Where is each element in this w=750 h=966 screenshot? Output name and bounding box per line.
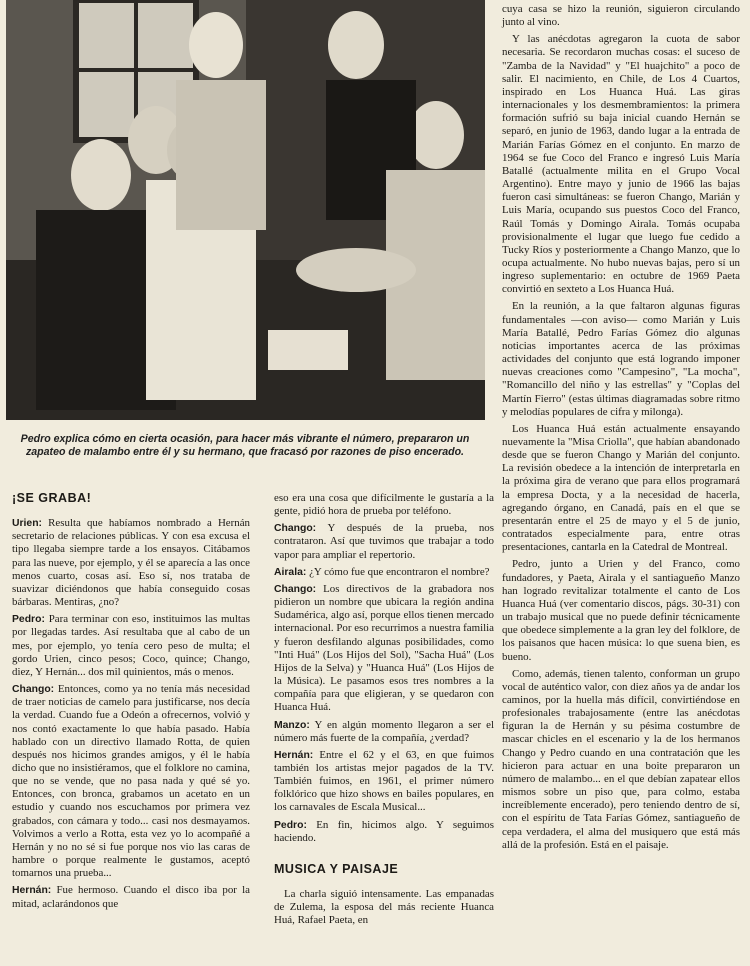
speaker: Hernán:: [274, 749, 314, 761]
dialogue-paragraph: [12, 613, 250, 679]
paragraph-text: Y después de la prueba, nos contrataron. Así que tuvimos que trabajar a todo vapor para ampliar el repertorio.: [274, 522, 494, 561]
group-photo: [6, 0, 485, 420]
paragraph-text: Entonces, como ya no tenía más necesidad de traer noticias de camelo para justificarse, nos decía la verdad. Cuando fue a Odeón a ofrecernos, volvió y nos contó exactamente lo que había pasado. Había hablado con un directivo llamado Rotta, de quien después nos hicimos grandes amigos, y él le había dicho que no insistiéramos, que el folklore no camina, que no se vende, que no pasa nada y qué sé yo. Entonces, con bronca, grabamos un acetato en un estudio y cuando nos escuchamos por primera vez grabados, con cámara y todo... casi nos desmayamos. Volvimos a verlo a Rotta, esta vez yo lo acompañé a Hernán y no no sé si fue porque nos vio las caras de hambre o porque realmente le gustamos, aceptó tomarnos una prueba...: [12, 683, 250, 880]
dialogue-paragraph: [12, 884, 250, 910]
paragraph-text: Y en algún momento llegaron a ser el número más fuerte de la compañía, ¿verdad?: [274, 718, 494, 744]
dialogue-paragraph: [274, 566, 494, 579]
dialogue-paragraph: [12, 517, 250, 609]
section-heading-music: MUSICA Y PAISAJE: [274, 862, 399, 876]
body-paragraph: Los Huanca Huá están actualmente ensayando nuevamente la "Misa Criolla", que habían abandonado desde que se fueron Chango y Marián del conjunto. La revisión obedece a la intención de interpretarla en la próxima gira de verano que para ellos programará la empresa Docta, y a la necesidad de hacerla, agregando órgano, en Canadá, país en el que se presentarán entre el 25 de mayo y el 5 de junio, contratados especialmente para, entre otras presentaciones, cantarla en la Catedral de Montreal.: [502, 422, 740, 554]
dialogue-paragraph: [12, 683, 250, 880]
paragraph-text: ¿Y cómo fue que encontraron el nombre?: [309, 565, 490, 578]
paragraph-text: En fin, hicimos algo. Y seguimos haciendo.: [274, 818, 494, 844]
dialogue-paragraph: [274, 819, 494, 845]
column-right: [502, 3, 740, 856]
photo-caption: Pedro explica cómo en cierta ocasión, para hacer más vibrante el número, prepararon un zapateo de malambo entre él y su hermano, que fracasó por razones de piso encerado.: [20, 433, 470, 458]
paragraph-text: Para terminar con eso, instituimos las multas por llegadas tardes. Así resultaba que al cabo de un mes, por ejemplo, yo tenía cero peso de multa; el gordo Urien, cinco pesos; Coco, quince; Chango, diez, Y Hernán... dos mil quinientos, más o menos.: [12, 613, 250, 678]
body-paragraph: Como, además, tienen talento, conforman un grupo vocal de auténtico valor, con diez años ya de andar los caminos, por la huella más difícil, convirtiéndose en profesionales trabajosamente (entre las anécdotas figuran la de Hernán y su pésima costumbre de mascar chicles en el escenario y la de los hermanos Chango y Pedro cuando en una contratación que les hicieron para actuar en una boite prepararon un número de malambo... en el que debían zapatear ellos mismos sobre un piso que, para colmo, estaba increíblemente encerado), pero teniendo dentro de sí, con el espíritu de Tata Farías Gómez, santiagueño de cepa verdadera, el alma del musiquero que está más allá de la profesión. Está en el paisaje.: [502, 667, 740, 851]
speaker: Chango:: [274, 583, 317, 595]
speaker: Chango:: [12, 684, 55, 696]
column-middle-bottom: [274, 888, 494, 931]
section-heading: ¡SE GRABA!: [12, 491, 92, 505]
paragraph-text: Resulta que habíamos nombrado a Hernán secretario de relaciones públicas. Y con esa excusa el tipo llegaba siempre tarde a los ensayos. Citábamos para las nueve, por ejemplo, y él se aparecía a las once menos cuarto, cosas así. Eso sí, nos trataba de suavizar diciéndonos que había conseguido cosas bárbaras. Mentiras, ¿no?: [12, 517, 250, 609]
column-middle: [274, 492, 494, 849]
paragraph-text: eso era una cosa que difícilmente le gustaría a la gente, pidió hora de prueba por teléfono.: [274, 492, 494, 518]
dialogue-paragraph: [274, 719, 494, 745]
paragraph-text: Los directivos de la grabadora nos pidieron un nombre que ubicara la región andina Sudamérica, algo así, porque ellos tienen mercado internacional. Por eso recurrimos a nuestra familia y fueron desfilando algunas posibilidades, como "Inti Huá" (Los Hijos del Sol), "Sacha Huá" (Los Hijos de la Selva) y "Huanca Huá" (Los Hijos de la Música). Le pasamos esos tres nombres a la compañía para que eligieran, y se quedaron con Huanca Huá.: [274, 582, 494, 714]
paragraph-text: Fue hermoso. Cuando el disco iba por la mitad, aclarándonos que: [12, 884, 250, 910]
body-paragraph: cuya casa se hizo la reunión, siguieron circulando junto al vino.: [502, 3, 740, 29]
speaker: Pedro:: [274, 819, 307, 831]
body-paragraph: Pedro, junto a Urien y del Franco, como fundadores, y Paeta, Airala y el santiagueño Manzo han logrado revitalizar totalmente el canto de Los Huanca Huá (ver comentario discos, págs. 30-31) con un trabajo musical que no puede definir técnicamente que obedece simplemente a la gran ley del folklore, de los paisanos que hacen música: lo que suena bien, es bueno.: [502, 558, 740, 663]
dialogue-paragraph: [274, 583, 494, 715]
speaker: Urien:: [12, 518, 43, 530]
dialogue-paragraph: [274, 522, 494, 561]
speaker: Hernán:: [12, 885, 52, 897]
paragraph-text: Entre el 62 y el 63, en que fuimos también los artistas mejor pagados de la TV. También fuimos, en 1961, el primer número folklórico que hizo shows en bailes populares, en los carnavales de Escala Musical...: [274, 748, 494, 814]
body-paragraph: La charla siguió intensamente. Las empanadas de Zulema, la esposa del más reciente Huanca Huá, Rafael Paeta, en: [274, 888, 494, 927]
column-left: [12, 492, 250, 915]
body-paragraph: En la reunión, a la que faltaron algunas figuras fundamentales —con aviso— como Marián y Luis María Batallé, Pedro Farías Gómez dio algunas noticias importantes acerca de las próximas actividades del conjunto que está logrando imponer nuevas creaciones como "Campesino", "La mocha", "Romancillo del niño y las estrellas" y "Coplas del Martín Fierro" (estas últimas diagramadas sobre ritmo y melodías populares de cifra y milonga).: [502, 300, 740, 418]
dialogue-paragraph: [274, 749, 494, 815]
body-paragraph: Y las anécdotas agregaron la cuota de sabor necesaria. Se recordaron muchas cosas: el suceso de "Zamba de la Navidad" y "El huajchito" a poco de salir. El nacimiento, en Chile, de Los 4 Cuartos, inspirado en Los Huanca Huá. Las giras internacionales y los desmembramientos: la primera formación sufrió su baja inicial cuando Hernán se separó, en junio de 1963, dando lugar a la entrada de Marián Farías Gómez en el conjunto. En marzo de 1964 se fue Coco del Franco e ingresó Luis María Batallé (actualmente milita en el Grupo Vocal Argentino). Entre mayo y junio de 1966 las bajas fueron casi simultáneas: se fueron Chango, Marián y Luis María, ocupando sus puestos Coco del Franco, Raúl Tomás y Domingo Airala. Tomás ocupaba provisionalmente el lugar que luego fue cedido a Tucky Ríos y posteriormente a Chango Manzo, que lo ocupa actualmente. No hubo nuevas bajas, pero sí un ingreso suplementario: en octubre de 1969 Paeta convirtió en sexteto a Los Huanca Huá.: [502, 33, 740, 296]
speaker: Manzo:: [274, 719, 310, 731]
dialogue-paragraph: [274, 492, 494, 518]
speaker: Airala:: [274, 566, 307, 578]
speaker: Pedro:: [12, 614, 45, 626]
speaker: Chango:: [274, 523, 317, 535]
